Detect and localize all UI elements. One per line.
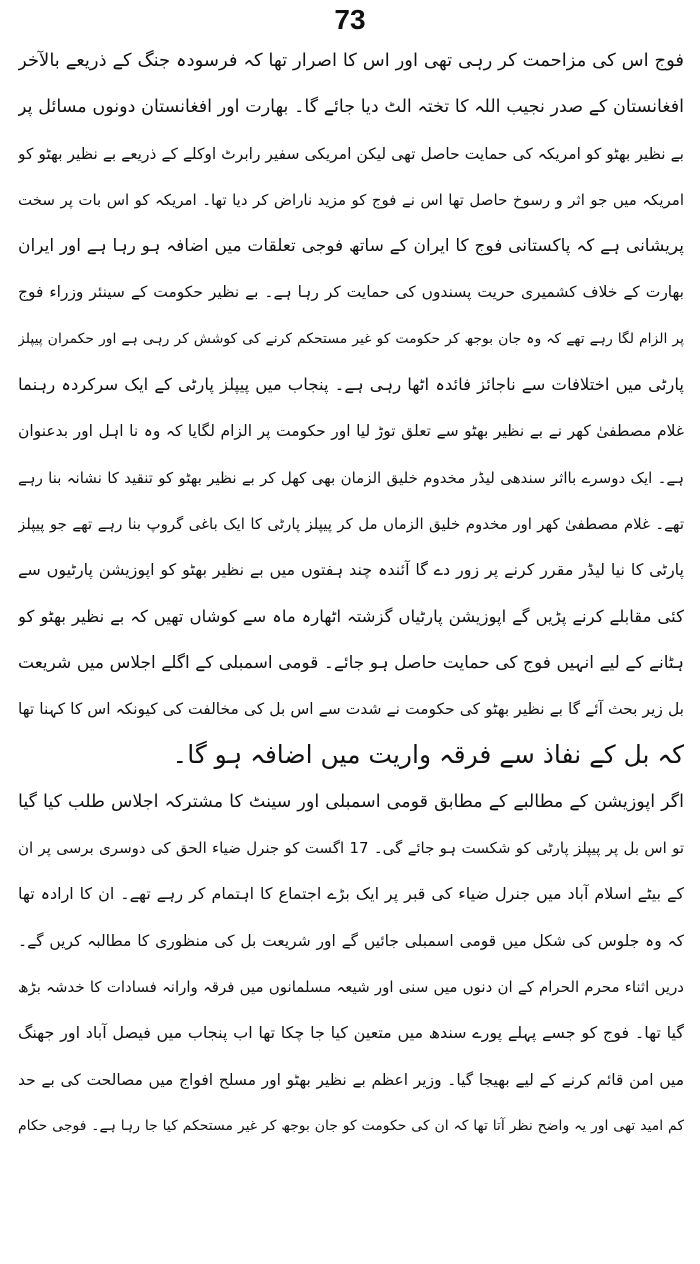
text-line: میں امن قائم کرنے کے لیے بھیجا گیا۔ وزیر اعظم بے نظیر بھٹو اور مسلح افواج میں مصالحت کی بے حد <box>18 1070 684 1089</box>
text-line: اگر اپوزیشن کے مطالبے کے مطابق قومی اسمبلی اور سینٹ کا مشترکہ اجلاس طلب کیا گیا <box>18 791 684 812</box>
text-line: پریشانی ہے کہ پاکستانی فوج کا ایران کے ساتھ فوجی تعلقات میں اضافہ ہو رہا ہے اور ایران <box>18 236 684 257</box>
text-line: کہ وہ جلوس کی شکل میں قومی اسمبلی جائیں گے اور شریعت بل کی منظوری کا مطالبہ کریں گے۔ <box>18 931 684 950</box>
text-line: امریکہ میں جو اثر و رسوخ حاصل تھا اس نے فوج کو مزید ناراض کر دیا تھا۔ امریکہ کو اس بات پر سخت <box>18 190 684 209</box>
text-line: کئی مقابلے کرنے پڑیں گے اپوزیشن پارٹیاں گزشتہ اٹھارہ ماہ سے کوشاں تھیں کہ بے نظیر بھٹو کو <box>18 606 684 626</box>
text-line: غلام مصطفیٰ کھر نے بے نظیر بھٹو سے تعلق توڑ لیا اور حکومت پر الزام لگایا کہ وہ نا اہل اور بدعنوان <box>18 422 684 441</box>
text-line: پارٹی کا نیا لیڈر مقرر کرنے پر زور دے گا آئندہ چند ہفتوں میں بے نظیر بھٹو کو اپوزیشن پارٹیوں سے <box>18 560 684 580</box>
page-number: 73 <box>334 4 366 35</box>
paragraph <box>18 38 684 779</box>
text-line: پارٹی میں اختلافات سے ناجائز فائدہ اٹھا رہی ہے۔ پنجاب میں پیپلز پارٹی کے ایک سرکردہ رہنما <box>18 375 684 395</box>
text-line: گیا تھا۔ فوج کو جسے پہلے پورے سندھ میں متعین کیا جا چکا تھا اب پنجاب میں فیصل آباد اور جھنگ <box>18 1023 684 1043</box>
text-line: تھے۔ غلام مصطفیٰ کھر اور مخدوم خلیق الزماں مل کر پیپلز پارٹی کا ایک باغی گروپ بنا رہے تھے جو پیپلز <box>18 514 684 533</box>
text-line: ہے۔ ایک دوسرے بااثر سندھی لیڈر مخدوم خلیق الزمان بھی کھل کر بے نظیر بھٹو کو تنقید کا نشانہ بنا رہے <box>18 468 684 487</box>
text-line: کہ بل کے نفاذ سے فرقہ واریت میں اضافہ ہو گا۔ <box>172 740 684 770</box>
text-line: ہٹانے کے لیے انہیں فوج کی حمایت حاصل ہو جائے۔ قومی اسمبلی کے اگلے اجلاس میں شریعت <box>18 652 684 673</box>
text-line: بے نظیر بھٹو کو امریکہ کی حمایت حاصل تھی لیکن امریکی سفیر رابرٹ اوکلے کے ذریعے بے نظیر بھٹو کو <box>18 144 684 163</box>
body-text <box>18 38 684 1149</box>
text-line: بھارت کے خلاف کشمیری حریت پسندوں کی حمایت کر رہا ہے۔ بے نظیر حکومت کے سینئر وزراء فوج <box>18 283 684 302</box>
paragraph <box>18 779 684 1149</box>
text-line: بل زیر بحث آئے گا بے نظیر بھٹو کی حکومت نے شدت سے اس بل کی مخالفت کی کیونکہ اس کا کہنا تھا <box>18 700 684 719</box>
text-line: فوج اس کی مزاحمت کر رہی تھی اور اس کا اصرار تھا کہ فرسودہ جنگ کے ذریعے بالآخر <box>18 50 684 71</box>
text-line: کم امید تھی اور یہ واضح نظر آتا تھا کہ ان کی حکومت کو جان بوجھ کر غیر مستحکم کیا جا رہا ہے۔ فوجی حکام <box>18 1117 684 1134</box>
text-line: کے بیٹے اسلام آباد میں جنرل ضیاء کی قبر پر ایک بڑے اجتماع کا اہتمام کر رہے تھے۔ ان کا ارادہ تھا <box>18 884 684 904</box>
text-line: افغانستان کے صدر نجیب اللہ کا تختہ الٹ دیا جائے گا۔ بھارت اور افغانستان دونوں مسائل پر <box>18 97 684 118</box>
text-line: پر الزام لگا رہے تھے کہ وہ جان بوجھ کر حکومت کو غیر مستحکم کرنے کی کوشش کر رہی ہے اور حکمران پیپلز <box>18 330 684 347</box>
text-line: تو اس بل پر پیپلز پارٹی کو شکست ہو جائے گی۔ 17 اگست کو جنرل ضیاء الحق کی دوسری برسی پر ان <box>18 839 684 858</box>
text-line: دریں اثناء محرم الحرام کے ان دنوں میں سنی اور شیعہ مسلمانوں میں فرقہ وارانہ فسادات کا خدشہ بڑھ <box>18 977 684 996</box>
